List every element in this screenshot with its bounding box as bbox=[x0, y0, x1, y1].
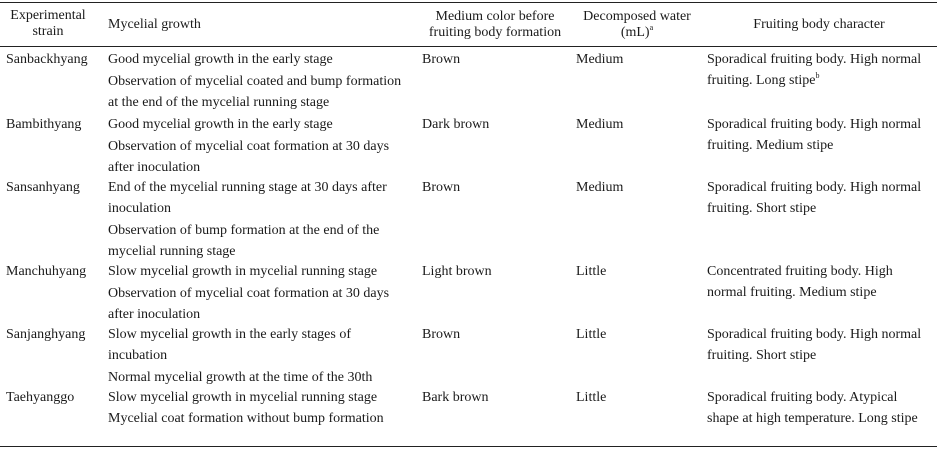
medium-color-cell: Light brown bbox=[422, 264, 492, 279]
medium-color-cell: Dark brown bbox=[422, 117, 490, 132]
mycelial-growth-cell bbox=[108, 114, 389, 178]
strain-name: Sanjanghyang bbox=[6, 327, 86, 342]
fruiting-line: Sporadical fruiting body. Atypical bbox=[707, 390, 898, 405]
fruiting-body-cell bbox=[707, 387, 918, 429]
fruiting-line: Concentrated fruiting body. High bbox=[707, 264, 893, 279]
fruiting-body-cell bbox=[707, 177, 921, 219]
fruiting-line: Sporadical fruiting body. High normal bbox=[707, 327, 922, 342]
fruiting-line: fruiting. Short stipe bbox=[707, 348, 817, 363]
fruiting-line: fruiting. Short stipe bbox=[707, 201, 817, 216]
strain-name: Bambithyang bbox=[6, 117, 82, 132]
mycelial-line: Good mycelial growth in the early stage bbox=[108, 52, 333, 67]
mycelial-line: Observation of mycelial coated and bump formation bbox=[108, 74, 402, 89]
mycelial-line: Good mycelial growth in the early stage bbox=[108, 117, 333, 132]
strain-name: Sanbackhyang bbox=[6, 52, 88, 67]
fruiting-line bbox=[707, 70, 921, 91]
header-medium-line2: fruiting body formation bbox=[428, 25, 562, 40]
decomposed-water-cell: Medium bbox=[576, 52, 624, 67]
mycelial-line: inoculation bbox=[108, 201, 171, 216]
decomposed-water-cell: Medium bbox=[576, 117, 624, 132]
table-top-rule bbox=[0, 2, 937, 3]
mycelial-line: Observation of mycelial coat formation at 30 days bbox=[108, 139, 390, 154]
mycelial-growth-cell bbox=[108, 324, 372, 388]
mycelial-growth-cell bbox=[108, 261, 389, 325]
fruiting-body-cell bbox=[707, 49, 921, 91]
mycelial-line: Slow mycelial growth in mycelial running stage bbox=[108, 264, 378, 279]
medium-color-cell: Brown bbox=[422, 327, 461, 342]
header-water-line2 bbox=[572, 25, 702, 41]
decomposed-water-cell: Medium bbox=[576, 180, 624, 195]
fruiting-line: fruiting. Medium stipe bbox=[707, 138, 834, 153]
mycelial-line: after inoculation bbox=[108, 160, 201, 175]
fruiting-line: Sporadical fruiting body. High normal bbox=[707, 180, 922, 195]
fruiting-text: fruiting. Long stipe bbox=[707, 73, 816, 88]
mycelial-line: Slow mycelial growth in the early stages of bbox=[108, 327, 351, 342]
mycelial-line: Observation of bump formation at the end of the bbox=[108, 223, 380, 238]
header-experimental-strain bbox=[6, 8, 90, 40]
footnote-marker-a: a bbox=[649, 23, 654, 32]
table-bottom-rule bbox=[0, 446, 937, 447]
decomposed-water-cell: Little bbox=[576, 264, 607, 279]
decomposed-water-cell: Little bbox=[576, 327, 607, 342]
mycelial-line: mycelial running stage bbox=[108, 244, 236, 259]
fruiting-body-cell bbox=[707, 261, 893, 303]
header-bottom-rule bbox=[0, 46, 937, 47]
header-decomposed-water bbox=[572, 9, 702, 41]
fruiting-line: normal fruiting. Medium stipe bbox=[707, 285, 877, 300]
medium-color-cell: Brown bbox=[422, 180, 461, 195]
fruiting-line: Sporadical fruiting body. High normal bbox=[707, 52, 922, 67]
header-mycelial-growth: Mycelial growth bbox=[108, 17, 201, 32]
header-strain-line2: strain bbox=[32, 24, 64, 39]
header-water-unit: (mL) bbox=[620, 25, 650, 40]
fruiting-body-cell bbox=[707, 114, 921, 156]
mycelial-line: Slow mycelial growth in mycelial running stage bbox=[108, 390, 378, 405]
decomposed-water-cell: Little bbox=[576, 390, 607, 405]
header-fruiting-body: Fruiting body character bbox=[753, 17, 885, 32]
header-strain-line1: Experimental bbox=[10, 8, 86, 23]
mycelial-line: Normal mycelial growth at the time of the 30th bbox=[108, 370, 373, 385]
medium-color-cell: Brown bbox=[422, 52, 461, 67]
strain-name: Taehyanggo bbox=[6, 390, 75, 405]
fruiting-line: shape at high temperature. Long stipe bbox=[707, 411, 918, 426]
mycelial-growth-cell bbox=[108, 177, 387, 262]
mycelial-growth-cell bbox=[108, 49, 401, 113]
header-medium-color bbox=[420, 9, 570, 41]
mycelial-line: incubation bbox=[108, 348, 168, 363]
mycelial-line: End of the mycelial running stage at 30 days after bbox=[108, 180, 387, 195]
header-medium-line1: Medium color before bbox=[435, 9, 555, 24]
footnote-marker-b: b bbox=[815, 71, 820, 80]
mycelial-line: at the end of the mycelial running stage bbox=[108, 95, 330, 110]
header-water-line1: Decomposed water bbox=[583, 9, 691, 24]
strain-name: Sansanhyang bbox=[6, 180, 80, 195]
medium-color-cell: Bark brown bbox=[422, 390, 489, 405]
mycelial-line: Mycelial coat formation without bump formation bbox=[108, 411, 384, 426]
strain-name: Manchuhyang bbox=[6, 264, 87, 279]
mycelial-line: after inoculation bbox=[108, 307, 201, 322]
fruiting-line: Sporadical fruiting body. High normal bbox=[707, 117, 922, 132]
mycelial-growth-cell bbox=[108, 387, 384, 429]
fruiting-body-cell bbox=[707, 324, 921, 366]
mycelial-line: Observation of mycelial coat formation at 30 days bbox=[108, 286, 390, 301]
